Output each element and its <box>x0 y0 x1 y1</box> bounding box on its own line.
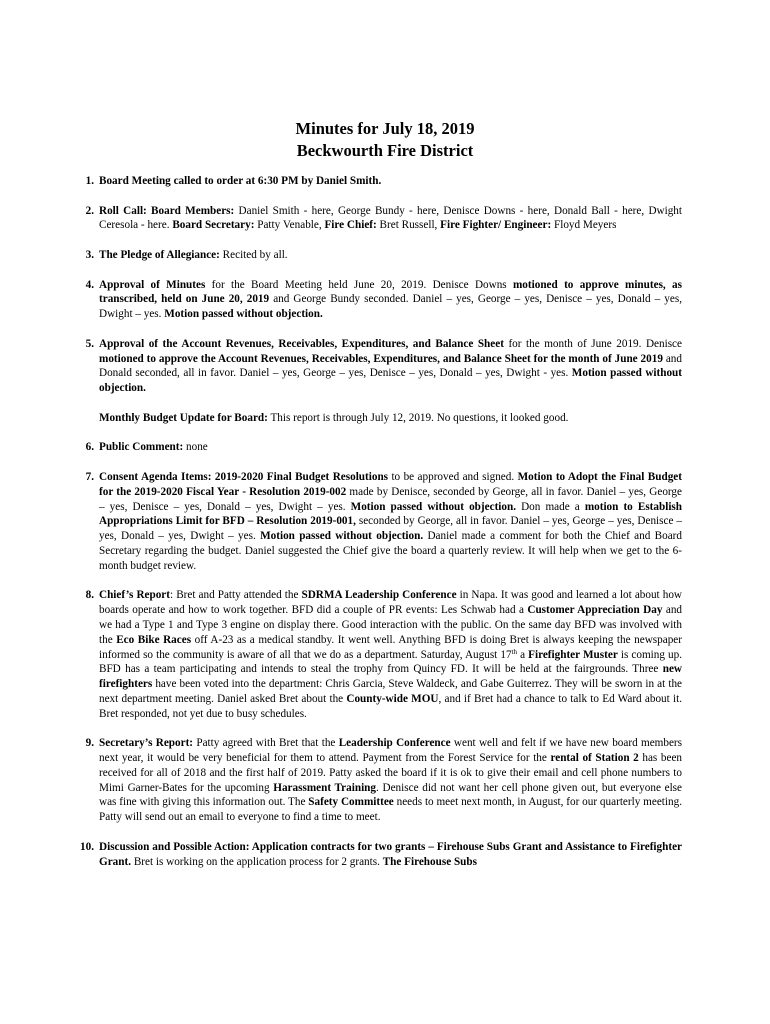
list-item: 8. Chief’s Report: Bret and Patty attended the SDRMA Leadership Conference in Napa. It was good and learned a lot about how boards operate and how to work together. BFD did a couple of PR events: Les Schwab had a Customer Appreciation Day and we had a Type 1 and Type 3 engine on display there. Good interaction with the public. On the same day BFD was involved with the Eco Bike Races off A-23 as a medical standby. It went well. Anything BFD is doing Bret is always keeping the newspaper informed so the community is aware of all that we do as a department. Saturday, August 17th a Firefighter Muster is coming up. BFD has a team participating and intends to steal the trophy from Quincy FD. It will be held at the fairgrounds. Three new firefighters have been voted into the department: Chris Garcia, Steve Waldeck, and Gabe Guiterrez. They will be sworn in at the next department meeting. Daniel asked Bret about the County-wide MOU, and if Bret had a chance to talk to Ed Ward about it. Bret responded, not yet due to busy schedules. <box>70 588 682 721</box>
title-line-2: Beckwourth Fire District <box>296 141 474 160</box>
list-item: 4. Approval of Minutes for the Board Meeting held June 20, 2019. Denisce Downs motioned to approve minutes, as transcribed, held on June 20, 2019 and George Bundy seconded. Daniel – yes, George – yes, Denisce – yes, Donald – yes, Dwight – yes. Motion passed without objection. <box>70 278 682 322</box>
item-number: 4. <box>85 278 94 291</box>
budget-update-paragraph: Monthly Budget Update for Board: This report is through July 12, 2019. No questions, it looked good. <box>99 411 569 424</box>
list-item: 1. Board Meeting called to order at 6:30 PM by Daniel Smith. <box>70 174 682 189</box>
list-item: 10. Discussion and Possible Action: Application contracts for two grants – Firehouse Subs Grant and Assistance to Firefighter Grant. Bret is working on the application process for 2 grants. The Firehouse Subs <box>70 840 682 870</box>
minutes-list <box>70 174 682 884</box>
list-item: 7. Consent Agenda Items: 2019-2020 Final Budget Resolutions to be approved and signed. Motion to Adopt the Final Budget for the 2019-2020 Fiscal Year - Resolution 2019-002 made by Denisce, seconded by George, all in favor. Daniel – yes, George – yes, Denisce – yes, Donald – yes, Dwight – yes. Motion passed without objection. Don made a motion to Establish Appropriations Limit for BFD – Resolution 2019-001, seconded by George, all in favor. Daniel – yes, George – yes, Denisce – yes, Donald – yes, Dwight – yes. Motion passed without objection. Daniel made a comment for both the Chief and Board Secretary regarding the budget. Daniel suggested the Chief give the board a quarterly review. It will help when we get to the 6-month budget review. <box>70 470 682 574</box>
item-number: 9. <box>85 737 94 750</box>
list-item: 5. Approval of the Account Revenues, Receivables, Expenditures, and Balance Sheet for the month of June 2019. Denisce motioned to approve the Account Revenues, Receivables, Expenditures, and Balance Sheet for the month of June 2019 and Donald seconded, all in favor. Daniel – yes, George – yes, Denisce – yes, Donald – yes, Dwight - yes. Motion passed without objection. Monthly Budget Update for Board: This report is through July 12, 2019. No questions, it looked good. <box>70 337 682 426</box>
item-number: 10. <box>80 840 94 853</box>
title-line-1: Minutes for July 18, 2019 <box>295 119 475 138</box>
item-number: 5. <box>85 337 94 350</box>
document-title <box>0 118 770 162</box>
item-number: 3. <box>85 248 94 261</box>
item-number: 6. <box>85 441 94 454</box>
list-item: 2. Roll Call: Board Members: Daniel Smith - here, George Bundy - here, Denisce Downs - here, Donald Ball - here, Dwight Ceresola - here. Board Secretary: Patty Venable, Fire Chief: Bret Russell, Fire Fighter/ Engineer: Floyd Meyers <box>70 204 682 234</box>
list-item: 6. Public Comment: none <box>70 440 682 455</box>
list-item: 3. The Pledge of Allegiance: Recited by all. <box>70 248 682 263</box>
item-number: 2. <box>85 204 94 217</box>
list-item: 9. Secretary’s Report: Patty agreed with Bret that the Leadership Conference went well and felt if we have new board members next year, it would be very beneficial for them to attend. Payment from the Forest Service for the rental of Station 2 has been received for all of 2018 and the first half of 2019. Patty asked the board if it is ok to give their email and cell phone numbers to Mimi Garner-Bates for the upcoming Harassment Training. Denisce did not want her cell phone given out, but everyone else was fine with giving this information out. The Safety Committee needs to meet next month, in August, for our quarterly meeting. Patty will send out an email to everyone to find a time to meet. <box>70 736 682 825</box>
item-number: 8. <box>85 589 94 602</box>
item-number: 1. <box>85 175 94 187</box>
item-number: 7. <box>85 470 94 483</box>
